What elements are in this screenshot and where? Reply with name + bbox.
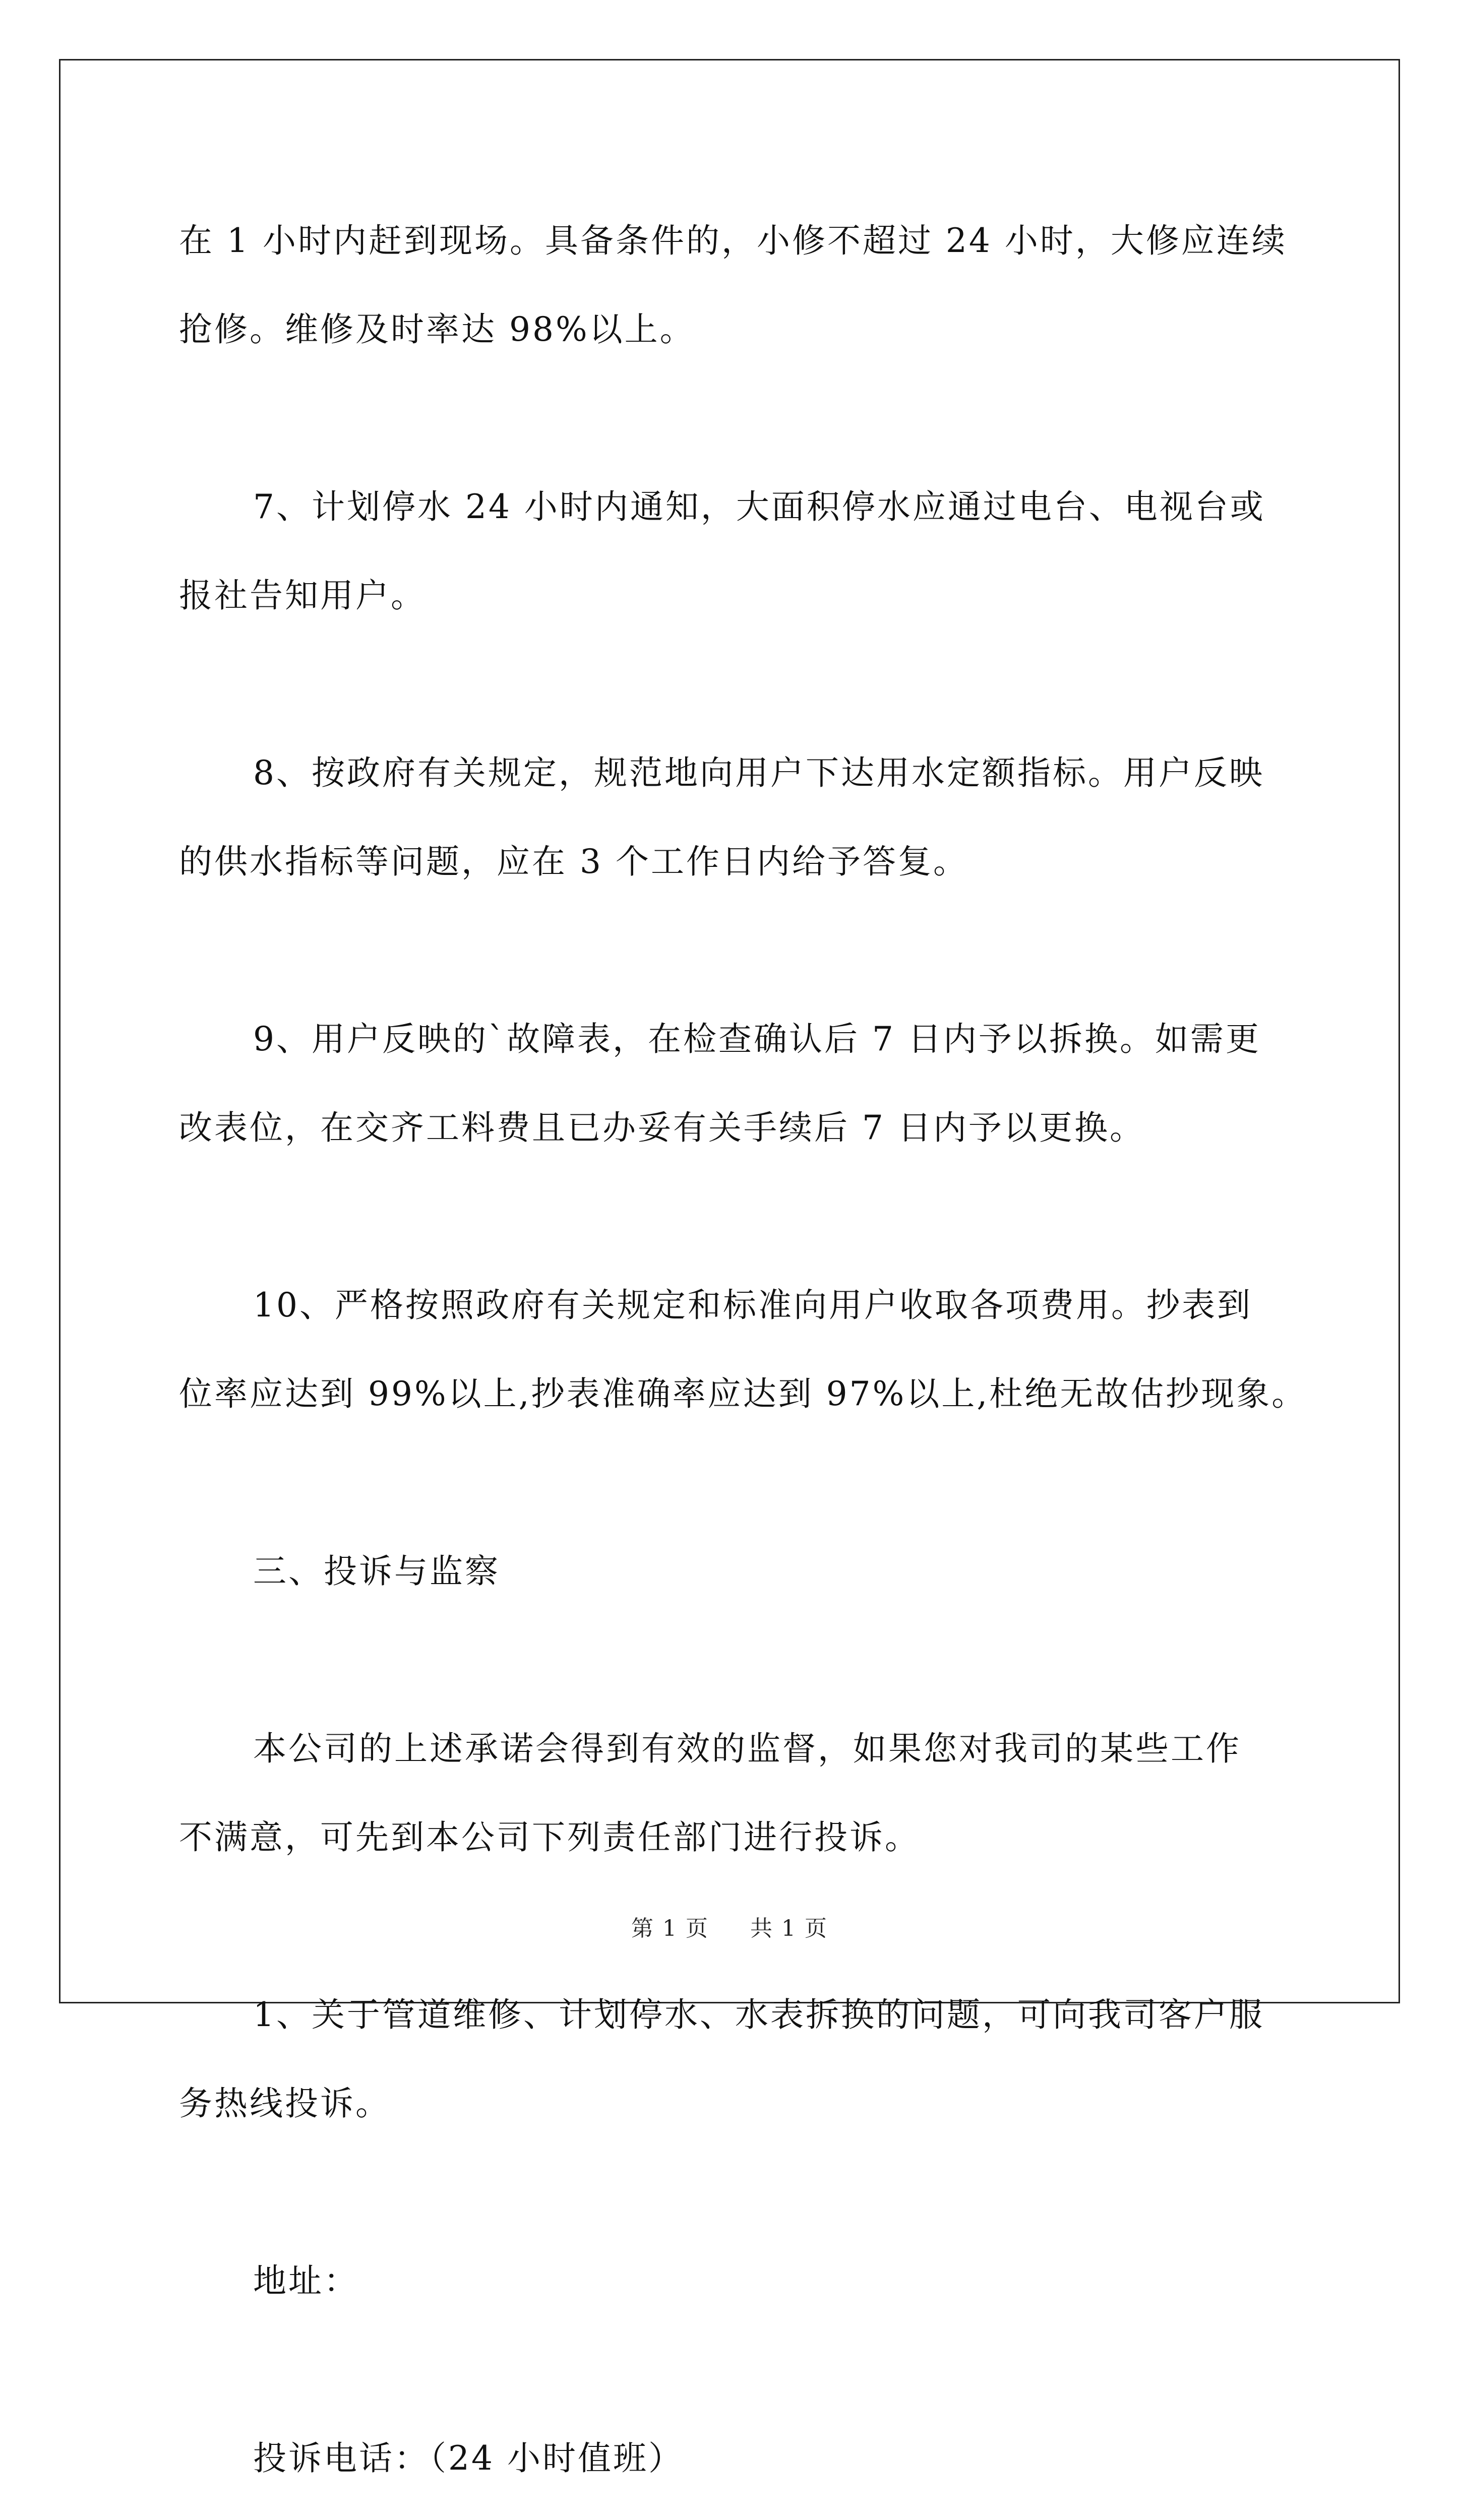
section-heading [179,1527,1288,1616]
text-line: 10、严格按照政府有关规定和标准向用户收取各项费用。抄表到 [253,1286,1252,1325]
text-line: 在 1 小时内赶到现场。具备条件的，小修不超过 24 小时，大修应连续 [179,221,1287,260]
page-total: 共 1 页 [750,1916,828,1941]
phone-line [179,2414,1288,2503]
page-footer [0,1910,1459,1942]
paragraph [179,1971,1288,2148]
text-line: 不满意，可先到本公司下列责任部门进行投诉。 [179,1818,920,1857]
text-line: 三、投诉与监察 [253,1552,500,1591]
text-line: 务热线投诉。 [179,2084,391,2123]
text-line: 本公司的上述承诺会得到有效的监督，如果您对我司的某些工作 [253,1729,1241,1768]
text-line: 抢修。维修及时率达 98%以上。 [179,310,695,349]
text-line: 改表位，在交齐工料费且已办妥有关手续后 7 日内予以更换。 [179,1108,1145,1147]
paragraph [179,463,1288,640]
text-line: 8、按政府有关规定，规范地向用户下达用水定额指标。用户反映 [253,753,1264,792]
paragraph [179,995,1288,1172]
text-line: 地址： [253,2261,359,2300]
text-line: 9、用户反映的`故障表，在检查确认后 7 日内予以拆换。如需更 [253,1020,1261,1058]
text-line: 的供水指标等问题，应在 3 个工作日内给予答复。 [179,842,968,881]
paragraph [179,197,1288,374]
address-line [179,2237,1288,2325]
text-line: 投诉电话：（24 小时值班） [253,2439,684,2478]
text-line: 7、计划停水 24 小时内通知，大面积停水应通过电台、电视台或 [253,487,1265,526]
text-line: 报社告知用户。 [179,576,426,615]
paragraph [179,1705,1288,1882]
paragraph [179,1261,1307,1438]
document-body [179,197,1307,2520]
page-number: 第 1 页 [631,1916,709,1941]
text-line: 位率应达到 99%以上,抄表准确率应达到 97%以上,杜绝无故估抄现象。 [179,1374,1307,1413]
text-line: 1、关于管道维修、计划停水、水表拆换的问题，可向我司客户服 [253,1995,1264,2034]
paragraph [179,729,1288,906]
